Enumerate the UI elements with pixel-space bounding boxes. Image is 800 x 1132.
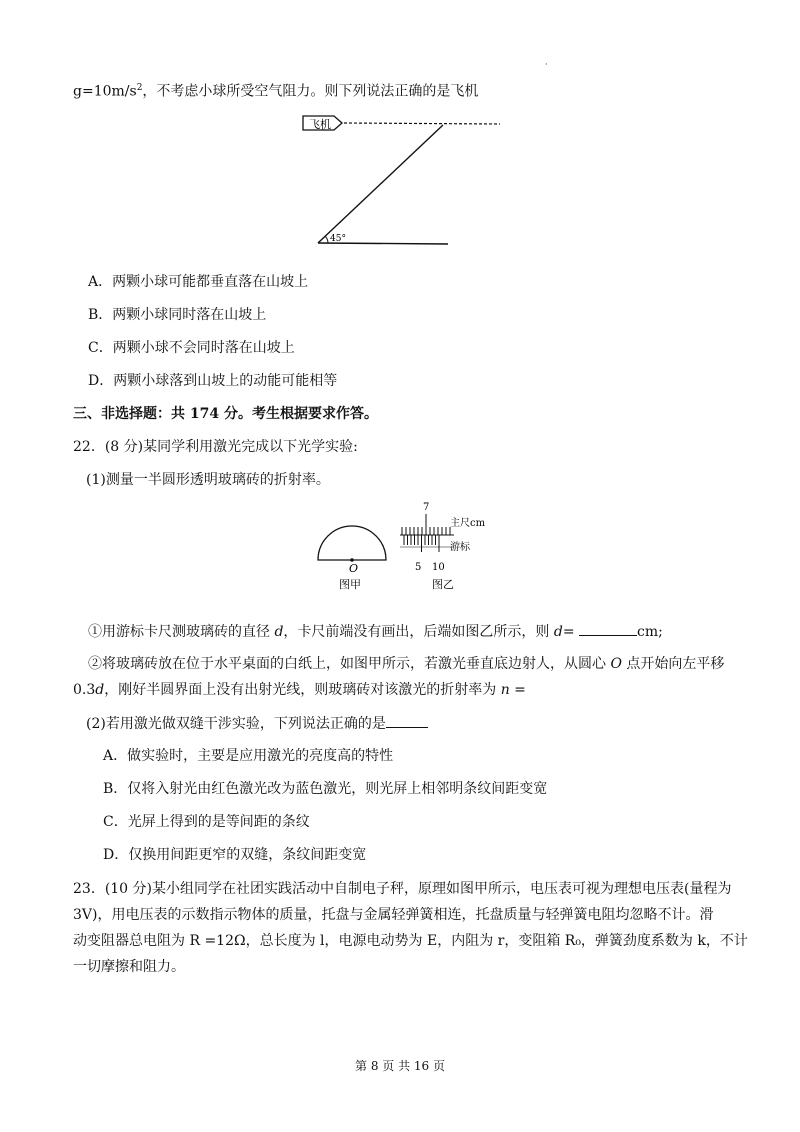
q22-option-c: C．光屏上得到的是等间距的条纹	[103, 814, 310, 830]
q23-line2: 3V)，用电压表的示数指示物体的质量，托盘与金属轻弹簧相连，托盘质量与轻弹簧电阻均忽略不计。滑	[73, 907, 714, 923]
main-scale-label: 主尺cm	[450, 518, 486, 529]
q22-option-a: A．做实验时，主要是应用激光的亮度高的特性	[103, 748, 394, 764]
q22-item2-line2-var2: n	[500, 682, 510, 698]
fig-a-caption: 图甲	[339, 578, 361, 591]
q22-stem: 22．(8 分)某同学利用激光完成以下光学实验:	[73, 439, 358, 455]
q22-option-d: D．仅换用间距更窄的双缝，条纹间距变宽	[103, 847, 367, 863]
q22-item2-line1-pre: ②将玻璃砖放在位于水平桌面的白纸上，如图甲所示，若激光垂直底边射人，从圆心	[88, 656, 611, 672]
q22-item2-line2-var: d	[95, 682, 105, 698]
q21-option-c: C．两颗小球不会同时落在山坡上	[88, 340, 295, 356]
q21-option-d: D．两颗小球落到山坡上的动能可能相等	[88, 373, 338, 389]
q22-item2-line2-mid: ，刚好半圆界面上没有出射光线，则玻璃砖对该激光的折射率为	[104, 682, 501, 698]
q22-item2-line1	[88, 654, 724, 674]
q21-figure	[300, 110, 510, 255]
q22-item1-unit: cm;	[637, 624, 663, 640]
q21-intro-post: ，不考虑小球所受空气阻力。则下列说法正确的是飞机	[142, 83, 479, 100]
q23-line3: 动变阻器总电阻为 R =12Ω，总长度为 l，电源电动势为 E，内阻为 r，变阻箱 R₀，弹簧劲度系数为 k，不计	[73, 933, 748, 949]
q21-intro-pre: g=10m/s	[73, 83, 137, 100]
fig-b-caption: 图乙	[432, 578, 454, 591]
vernier-ticks	[404, 535, 439, 552]
center-label: O	[349, 562, 359, 575]
page-footer: 第 8 页 共 16 页	[355, 1059, 445, 1073]
q22-item2-line1-var: O	[610, 656, 622, 672]
q22-item2-line2-pre: 0.3	[73, 682, 96, 698]
q22-item1	[88, 621, 663, 642]
stray-mark: ·	[545, 60, 548, 69]
q22-part2	[86, 713, 428, 734]
q22-item2-line1-post: 点开始向左平移	[621, 656, 725, 672]
slope-line	[318, 125, 443, 243]
q22-item1-mid: ，卡尺前端没有画出，后端如图乙所示，则	[283, 624, 554, 640]
q22-part2-answer-blank[interactable]	[386, 713, 428, 728]
vernier-label: 游标	[450, 542, 470, 553]
q22-item2-line2-eq: =	[509, 682, 526, 698]
q23-line4: 一切摩擦和阻力。	[73, 959, 185, 975]
q22-option-b: B．仅将入射光由红色激光改为蓝色激光，则光屏上相邻明条纹间距变宽	[103, 781, 548, 797]
q22-figure	[312, 500, 512, 592]
section3-heading: 三、非选择题：共 174 分。考生根据要求作答。	[73, 406, 378, 422]
flight-path	[344, 123, 500, 124]
angle-arc	[325, 236, 328, 243]
q23-line1: 23．(10 分)某小组同学在社团实践活动中自制电子秤，原理如图甲所示，电压表可视为理想电压表(量程为	[73, 881, 732, 897]
vernier-caliper	[400, 502, 486, 573]
angle-label: 45°	[330, 234, 346, 244]
q22-part2-text: (2)若用激光做双缝干涉实验，下列说法正确的是	[86, 716, 386, 732]
vernier-tick-10: 10	[432, 562, 445, 573]
q22-item1-pre: ①用游标卡尺测玻璃砖的直径	[88, 624, 275, 640]
main-scale-ticks	[402, 514, 450, 535]
q22-item1-var2: d	[553, 624, 563, 640]
plane-label: 飞机	[309, 118, 331, 131]
vernier-tick-5: 5	[415, 562, 422, 573]
main-scale-tick-label: 7	[423, 502, 430, 513]
q22-item1-answer-blank[interactable]	[579, 621, 637, 636]
semicircle-glass	[318, 526, 386, 560]
q21-option-a: A．两颗小球可能都垂直落在山坡上	[88, 274, 309, 290]
q21-option-b: B．两颗小球同时落在山坡上	[88, 307, 267, 323]
q22-item1-var: d	[274, 624, 284, 640]
q22-item2-line2	[73, 680, 526, 700]
q21-intro-sup: 2	[136, 83, 143, 93]
q22-item1-eq: =	[562, 624, 580, 640]
q21-intro	[73, 78, 478, 102]
q22-part1: (1)测量一半圆形透明玻璃砖的折射率。	[86, 472, 330, 488]
